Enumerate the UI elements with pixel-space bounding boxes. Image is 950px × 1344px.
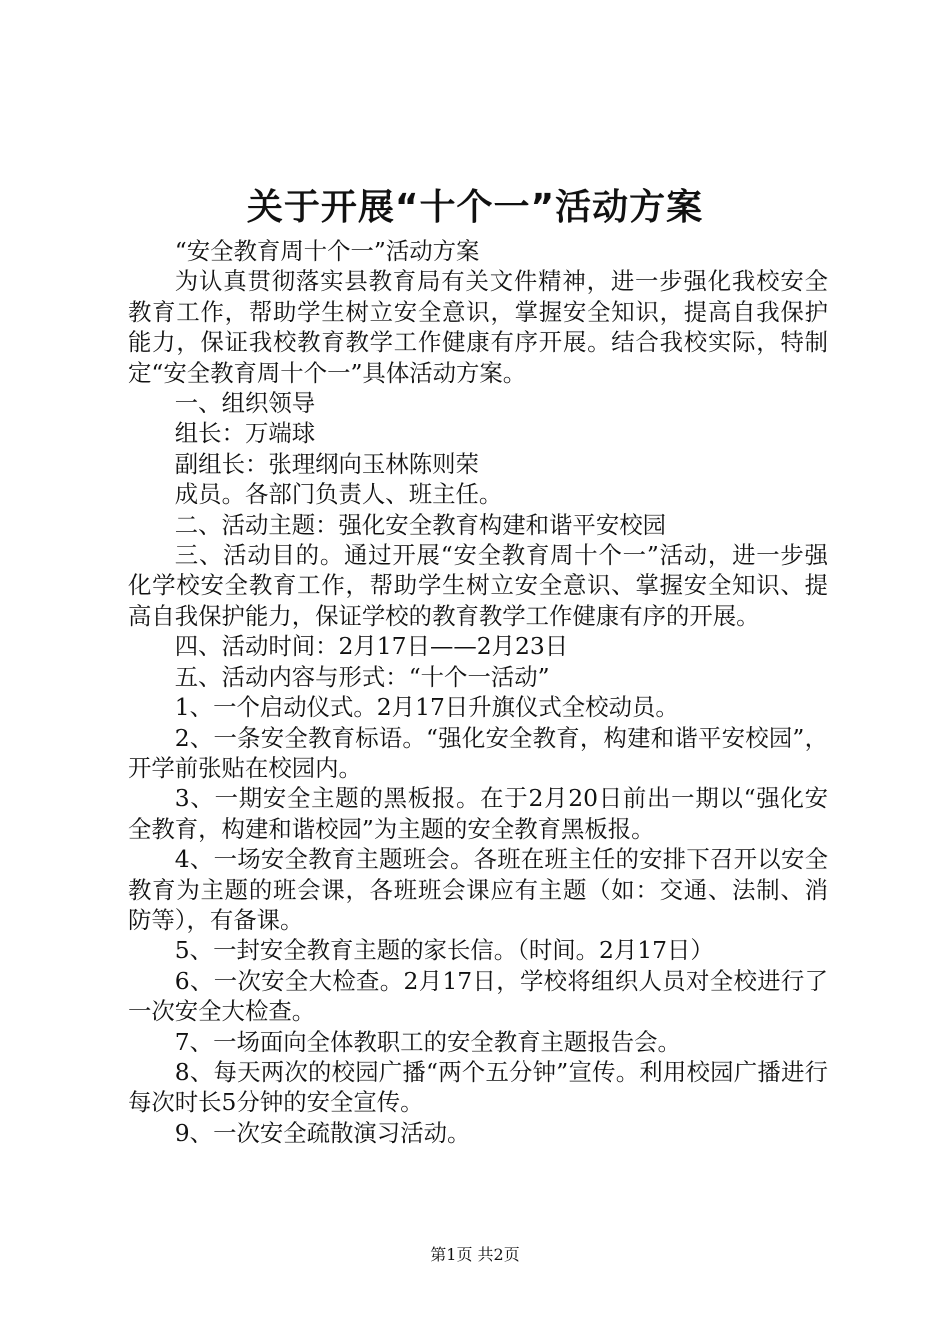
paragraph-item-4: 4、一场安全教育主题班会。各班在班主任的安排下召开以安全教育为主题的班会课，各班班会课应有主题（如：交通、法制、消防等），有备课。 — [128, 845, 828, 934]
paragraph-deputy: 副组长：张理纲向玉林陈则荣 — [174, 449, 479, 478]
paragraph-item-3: 3、一期安全主题的黑板报。在于2月20日前出一期以“强化安全教育，构建和谐校园”为主题的安全教育黑板报。 — [128, 784, 828, 843]
paragraph-members: 成员。各部门负责人、班主任。 — [174, 480, 503, 509]
paragraph-leader: 组长：万端球 — [174, 419, 316, 448]
paragraph-item-6: 6、一次安全大检查。2月17日，学校将组织人员对全校进行了一次安全大检查。 — [128, 966, 828, 1026]
page-number: 第1页 共2页 — [430, 1245, 520, 1264]
paragraph-section-4: 四、活动时间：2月17日——2月23日 — [174, 632, 569, 661]
document-body — [128, 236, 828, 1148]
document-title: 关于开展“十个一”活动方案 — [246, 187, 704, 228]
paragraph-item-9: 9、一次安全疏散演习活动。 — [174, 1118, 471, 1147]
paragraph-item-5: 5、一封安全教育主题的家长信。（时间。2月17日） — [174, 936, 714, 965]
paragraph-item-8: 8、每天两次的校园广播“两个五分钟”宣传。利用校园广播进行每次时长5分钟的安全宣传。 — [128, 1057, 828, 1117]
paragraph-section-3: 三、活动目的。通过开展“安全教育周十个一”活动，进一步强化学校安全教育工作，帮助学生树立安全意识、掌握安全知识、提高自我保护能力，保证学校的教育教学工作健康有序的开展。 — [128, 541, 828, 630]
paragraph-item-7: 7、一场面向全体教职工的安全教育主题报告会。 — [174, 1027, 681, 1056]
paragraph-item-2: 2、一条安全教育标语。“强化安全教育，构建和谐平安校园”，开学前张贴在校园内。 — [128, 723, 828, 782]
paragraph-item-1: 1、一个启动仪式。2月17日升旗仪式全校动员。 — [174, 693, 679, 722]
paragraph-section-1: 一、组织领导 — [174, 389, 316, 418]
paragraph-section-5: 五、活动内容与形式：“十个一活动” — [174, 662, 550, 691]
paragraph-subtitle: “安全教育周十个一”活动方案 — [174, 237, 480, 265]
paragraph-section-2: 二、活动主题：强化安全教育构建和谐平安校园 — [174, 510, 666, 539]
paragraph-intro: 为认真贯彻落实县教育局有关文件精神，进一步强化我校安全教育工作，帮助学生树立安全意识，掌握安全知识，提高自我保护能力，保证我校教育教学工作健康有序开展。结合我校实际，特制定“安全教育周十个一”具体活动方案。 — [128, 267, 828, 387]
